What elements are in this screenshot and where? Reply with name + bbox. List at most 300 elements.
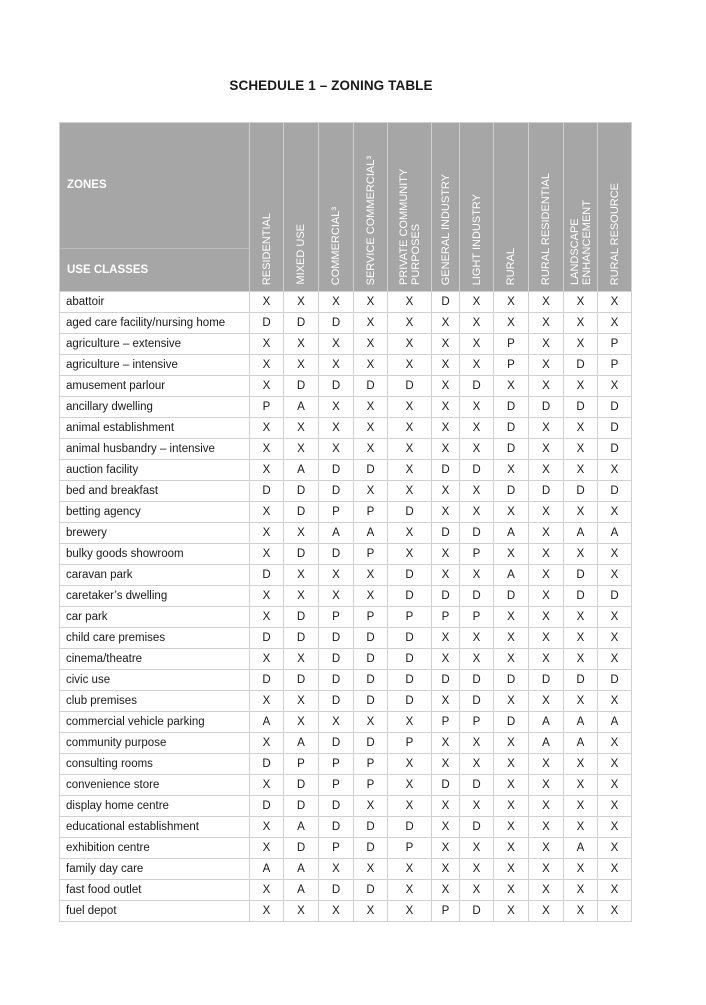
permissibility-cell: X [598,376,632,397]
zone-header-label: LIGHT INDUSTRY [470,193,483,285]
permissibility-cell: X [432,880,460,901]
permissibility-cell: X [494,313,529,334]
permissibility-cell: D [354,817,388,838]
permissibility-cell: X [564,691,598,712]
permissibility-cell: X [598,649,632,670]
permissibility-cell: D [388,649,432,670]
permissibility-cell: D [250,796,284,817]
permissibility-cell: D [432,586,460,607]
permissibility-cell: X [354,901,388,922]
zones-label: ZONES [67,179,107,191]
permissibility-cell: A [250,859,284,880]
zone-header [388,123,432,292]
permissibility-cell: D [250,670,284,691]
permissibility-cell: X [388,397,432,418]
use-class-cell: civic use [60,670,250,691]
zone-header [354,123,388,292]
permissibility-cell: X [564,334,598,355]
table-row [60,418,632,439]
permissibility-cell: X [460,733,494,754]
permissibility-cell: X [250,523,284,544]
permissibility-cell: X [564,313,598,334]
use-class-cell: ancillary dwelling [60,397,250,418]
table-row [60,439,632,460]
table-corner-header [60,123,250,292]
zone-header [250,123,284,292]
zone-header [460,123,494,292]
permissibility-cell: D [598,670,632,691]
permissibility-cell: D [319,313,354,334]
permissibility-cell: X [564,754,598,775]
permissibility-cell: X [284,712,319,733]
permissibility-cell: X [284,586,319,607]
permissibility-cell: X [354,313,388,334]
permissibility-cell: D [284,775,319,796]
permissibility-cell: X [564,376,598,397]
permissibility-cell: X [432,733,460,754]
zone-header-label: RESIDENTIAL [260,212,273,285]
permissibility-cell: D [494,397,529,418]
permissibility-cell: X [250,691,284,712]
permissibility-cell: P [250,397,284,418]
permissibility-cell: X [284,649,319,670]
zone-header-label: LANDSCAPE ENHANCEMENT [568,200,593,285]
table-row [60,481,632,502]
use-class-cell: family day care [60,859,250,880]
permissibility-cell: X [319,397,354,418]
use-class-cell: animal husbandry – intensive [60,439,250,460]
permissibility-cell: A [284,460,319,481]
permissibility-cell: X [250,439,284,460]
permissibility-cell: X [388,292,432,313]
permissibility-cell: X [388,418,432,439]
permissibility-cell: X [460,355,494,376]
zone-header-label: GENERAL INDUSTRY [439,173,452,285]
permissibility-cell: X [432,376,460,397]
permissibility-cell: X [598,775,632,796]
permissibility-cell: P [354,775,388,796]
permissibility-cell: X [460,397,494,418]
permissibility-cell: X [529,859,564,880]
permissibility-cell: D [388,376,432,397]
table-row [60,628,632,649]
use-class-cell: fuel depot [60,901,250,922]
table-row [60,334,632,355]
permissibility-cell: P [494,355,529,376]
permissibility-cell: D [354,733,388,754]
permissibility-cell: X [432,796,460,817]
permissibility-cell: X [319,586,354,607]
permissibility-cell: D [319,628,354,649]
permissibility-cell: D [529,481,564,502]
permissibility-cell: X [529,502,564,523]
permissibility-cell: D [529,397,564,418]
permissibility-cell: P [319,754,354,775]
permissibility-cell: P [319,775,354,796]
permissibility-cell: X [432,439,460,460]
permissibility-cell: D [388,628,432,649]
permissibility-cell: X [529,376,564,397]
permissibility-cell: D [388,670,432,691]
permissibility-cell: X [460,565,494,586]
permissibility-cell: D [432,460,460,481]
permissibility-cell: A [319,523,354,544]
table-row [60,670,632,691]
permissibility-cell: X [354,586,388,607]
permissibility-cell: P [354,544,388,565]
zone-header-label: SERVICE COMMERCIAL³ [364,155,377,285]
table-row [60,754,632,775]
use-class-cell: caravan park [60,565,250,586]
permissibility-cell: X [564,817,598,838]
permissibility-cell: P [354,502,388,523]
permissibility-cell: D [564,565,598,586]
permissibility-cell: X [250,334,284,355]
permissibility-cell: X [250,418,284,439]
permissibility-cell: D [284,544,319,565]
permissibility-cell: D [564,355,598,376]
permissibility-cell: X [494,544,529,565]
permissibility-cell: A [529,733,564,754]
permissibility-cell: D [284,607,319,628]
permissibility-cell: D [284,796,319,817]
permissibility-cell: D [250,754,284,775]
permissibility-cell: X [388,859,432,880]
permissibility-cell: D [564,397,598,418]
use-class-cell: caretaker’s dwelling [60,586,250,607]
permissibility-cell: X [529,523,564,544]
permissibility-cell: X [432,565,460,586]
permissibility-cell: X [598,733,632,754]
permissibility-cell: D [598,481,632,502]
corner-divider [60,248,249,249]
permissibility-cell: X [388,544,432,565]
use-class-cell: agriculture – intensive [60,355,250,376]
zone-header [284,123,319,292]
permissibility-cell: D [564,586,598,607]
permissibility-cell: P [319,502,354,523]
permissibility-cell: X [432,544,460,565]
permissibility-cell: D [388,691,432,712]
permissibility-cell: X [529,838,564,859]
permissibility-cell: X [460,838,494,859]
permissibility-cell: D [284,502,319,523]
permissibility-cell: X [564,544,598,565]
permissibility-cell: A [564,523,598,544]
permissibility-cell: D [354,880,388,901]
permissibility-cell: X [598,628,632,649]
permissibility-cell: X [388,754,432,775]
permissibility-cell: X [319,355,354,376]
permissibility-cell: P [388,607,432,628]
permissibility-cell: X [460,313,494,334]
permissibility-cell: X [432,397,460,418]
permissibility-cell: X [388,439,432,460]
permissibility-cell: X [250,544,284,565]
permissibility-cell: X [494,649,529,670]
permissibility-cell: X [460,796,494,817]
permissibility-cell: X [564,796,598,817]
permissibility-cell: X [388,313,432,334]
permissibility-cell: D [284,670,319,691]
permissibility-cell: X [494,733,529,754]
permissibility-cell: D [284,481,319,502]
permissibility-cell: X [529,355,564,376]
permissibility-cell: X [250,292,284,313]
table-row [60,901,632,922]
table-row [60,460,632,481]
permissibility-cell: D [354,376,388,397]
permissibility-cell: X [598,292,632,313]
permissibility-cell: D [432,523,460,544]
permissibility-cell: X [388,775,432,796]
permissibility-cell: X [564,292,598,313]
permissibility-cell: X [564,628,598,649]
permissibility-cell: X [250,649,284,670]
table-row [60,397,632,418]
permissibility-cell: D [354,670,388,691]
permissibility-cell: X [494,838,529,859]
permissibility-cell: P [598,334,632,355]
permissibility-cell: A [564,838,598,859]
permissibility-cell: P [284,754,319,775]
permissibility-cell: X [529,796,564,817]
permissibility-cell: X [432,628,460,649]
permissibility-cell: D [354,838,388,859]
permissibility-cell: X [250,502,284,523]
permissibility-cell: A [284,859,319,880]
permissibility-cell: X [250,775,284,796]
zone-header-label: RURAL RESIDENTIAL [540,172,552,285]
permissibility-cell: D [388,565,432,586]
permissibility-cell: X [319,334,354,355]
use-class-cell: bulky goods showroom [60,544,250,565]
permissibility-cell: X [598,691,632,712]
permissibility-cell: D [319,733,354,754]
use-class-cell: betting agency [60,502,250,523]
permissibility-cell: D [250,565,284,586]
permissibility-cell: X [598,838,632,859]
permissibility-cell: D [494,481,529,502]
permissibility-cell: X [388,880,432,901]
permissibility-cell: X [564,901,598,922]
permissibility-cell: P [319,838,354,859]
permissibility-cell: X [284,523,319,544]
permissibility-cell: X [598,901,632,922]
permissibility-cell: D [388,586,432,607]
permissibility-cell: X [284,418,319,439]
permissibility-cell: X [354,397,388,418]
permissibility-cell: D [598,418,632,439]
permissibility-cell: X [432,649,460,670]
permissibility-cell: X [354,439,388,460]
permissibility-cell: X [494,901,529,922]
permissibility-cell: X [388,523,432,544]
permissibility-cell: X [250,901,284,922]
permissibility-cell: D [460,523,494,544]
page-title: SCHEDULE 1 – ZONING TABLE [229,78,433,93]
permissibility-cell: X [354,418,388,439]
use-class-cell: aged care facility/nursing home [60,313,250,334]
permissibility-cell: X [598,460,632,481]
use-class-cell: display home centre [60,796,250,817]
permissibility-cell: A [564,733,598,754]
permissibility-cell: A [284,880,319,901]
permissibility-cell: P [354,754,388,775]
permissibility-cell: X [432,754,460,775]
permissibility-cell: X [529,418,564,439]
permissibility-cell: X [354,796,388,817]
permissibility-cell: X [494,859,529,880]
permissibility-cell: D [494,586,529,607]
permissibility-cell: X [284,292,319,313]
permissibility-cell: X [564,607,598,628]
permissibility-cell: X [598,502,632,523]
permissibility-cell: X [432,313,460,334]
permissibility-cell: X [432,481,460,502]
permissibility-cell: X [354,712,388,733]
permissibility-cell: X [432,502,460,523]
permissibility-cell: X [460,649,494,670]
permissibility-cell: X [250,880,284,901]
table-row [60,712,632,733]
permissibility-cell: D [354,460,388,481]
use-class-cell: bed and breakfast [60,481,250,502]
use-class-cell: amusement parlour [60,376,250,397]
permissibility-cell: X [319,565,354,586]
table-row [60,796,632,817]
permissibility-cell: P [598,355,632,376]
permissibility-cell: D [432,670,460,691]
permissibility-cell: X [284,565,319,586]
permissibility-cell: X [460,418,494,439]
permissibility-cell: X [354,355,388,376]
permissibility-cell: A [354,523,388,544]
permissibility-cell: X [284,334,319,355]
permissibility-cell: X [354,292,388,313]
table-header-row [60,123,632,292]
permissibility-cell: X [494,502,529,523]
permissibility-cell: X [460,859,494,880]
use-class-cell: community purpose [60,733,250,754]
permissibility-cell: P [354,607,388,628]
use-class-cell: abattoir [60,292,250,313]
zone-header [529,123,564,292]
permissibility-cell: X [494,817,529,838]
permissibility-cell: X [494,376,529,397]
zone-header-label: COMMERCIAL³ [330,206,342,285]
permissibility-cell: D [319,670,354,691]
permissibility-cell: D [460,460,494,481]
permissibility-cell: P [319,607,354,628]
permissibility-cell: X [529,754,564,775]
permissibility-cell: X [529,460,564,481]
permissibility-cell: X [529,817,564,838]
permissibility-cell: X [529,439,564,460]
permissibility-cell: D [354,628,388,649]
permissibility-cell: X [564,880,598,901]
permissibility-cell: D [494,439,529,460]
use-class-cell: commercial vehicle parking [60,712,250,733]
permissibility-cell: D [460,376,494,397]
zone-header-label: RURAL [505,247,517,285]
permissibility-cell: X [564,418,598,439]
permissibility-cell: X [494,607,529,628]
use-class-cell: car park [60,607,250,628]
permissibility-cell: P [460,607,494,628]
permissibility-cell: D [529,670,564,691]
zone-header [598,123,632,292]
table-row [60,817,632,838]
permissibility-cell: D [284,376,319,397]
use-class-cell: animal establishment [60,418,250,439]
permissibility-cell: X [319,418,354,439]
use-class-cell: educational establishment [60,817,250,838]
permissibility-cell: X [564,859,598,880]
table-row [60,376,632,397]
permissibility-cell: X [250,355,284,376]
permissibility-cell: X [494,796,529,817]
use-class-cell: fast food outlet [60,880,250,901]
permissibility-cell: X [319,439,354,460]
permissibility-cell: X [529,628,564,649]
permissibility-cell: A [284,733,319,754]
permissibility-cell: A [598,523,632,544]
permissibility-cell: A [494,565,529,586]
permissibility-cell: X [432,334,460,355]
permissibility-cell: D [319,649,354,670]
permissibility-cell: D [319,817,354,838]
permissibility-cell: X [284,691,319,712]
permissibility-cell: D [354,691,388,712]
permissibility-cell: D [284,628,319,649]
permissibility-cell: D [494,670,529,691]
permissibility-cell: X [388,901,432,922]
permissibility-cell: X [494,628,529,649]
permissibility-cell: X [529,544,564,565]
use-class-cell: cinema/theatre [60,649,250,670]
table-row [60,355,632,376]
permissibility-cell: D [388,817,432,838]
permissibility-cell: D [250,481,284,502]
permissibility-cell: A [564,712,598,733]
permissibility-cell: X [564,649,598,670]
permissibility-cell: D [460,691,494,712]
table-row [60,544,632,565]
permissibility-cell: X [354,334,388,355]
permissibility-cell: X [388,460,432,481]
permissibility-cell: X [598,754,632,775]
permissibility-cell: X [388,796,432,817]
permissibility-cell: X [564,775,598,796]
permissibility-cell: A [284,817,319,838]
permissibility-cell: D [284,838,319,859]
use-class-cell: child care premises [60,628,250,649]
permissibility-cell: P [388,733,432,754]
permissibility-cell: D [432,775,460,796]
permissibility-cell: D [319,376,354,397]
zone-header-label: PRIVATE COMMUNITY PURPOSES [397,168,422,285]
permissibility-cell: X [432,859,460,880]
permissibility-cell: X [250,586,284,607]
permissibility-cell: X [529,607,564,628]
permissibility-cell: P [494,334,529,355]
permissibility-cell: X [598,880,632,901]
permissibility-cell: P [460,712,494,733]
permissibility-cell: D [598,439,632,460]
permissibility-cell: A [250,712,284,733]
table-row [60,586,632,607]
